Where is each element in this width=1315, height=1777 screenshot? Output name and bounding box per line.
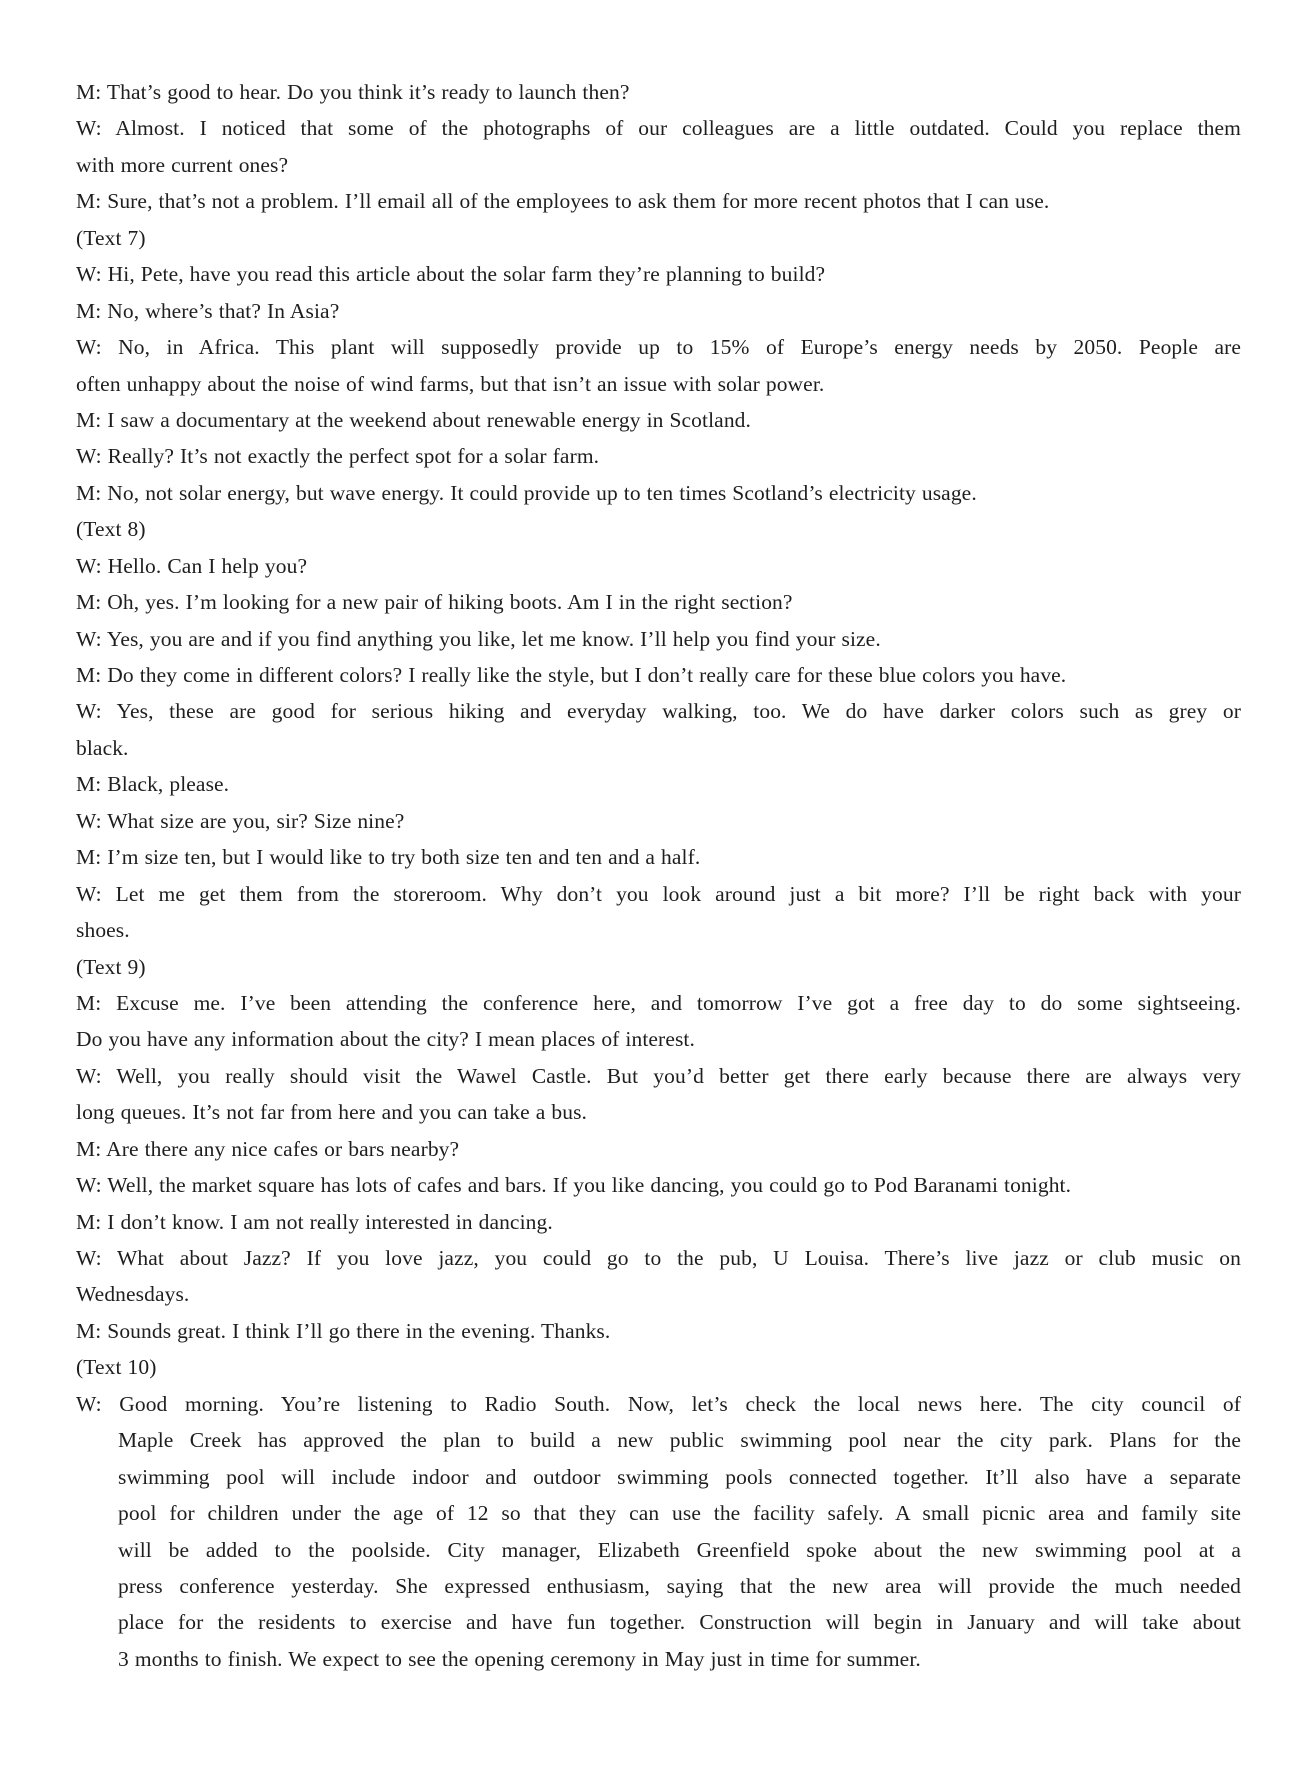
transcript-lines [76,74,1241,1677]
transcript-line: W: What size are you, sir? Size nine? [76,808,405,833]
transcript-line: M: Sounds great. I think I’ll go there in the evening. Thanks. [76,1318,611,1343]
transcript-line: M: That’s good to hear. Do you think it’s ready to launch then? [76,80,630,104]
transcript-line: M: Sure, that’s not a problem. I’ll email all of the employees to ask them for more recent photos that I can use. [76,189,1050,214]
transcript-line: M: Do they come in different colors? I really like the style, but I don’t really care for these blue colors you have. [76,663,1067,687]
transcript-line: (Text 9) [76,954,146,979]
transcript-line: W: Well, the market square has lots of cafes and bars. If you like dancing, you could go to Pod Baranami tonight. [76,1173,1072,1198]
transcript-line: M: I saw a documentary at the weekend about renewable energy in Scotland. [76,407,751,432]
transcript-line: M: Are there any nice cafes or bars nearby? [76,1136,460,1161]
transcript-line: press conference yesterday. She expressed enthusiasm, saying that the new area will provide the much needed [118,1573,1241,1598]
transcript-line: 3 months to finish. We expect to see the opening ceremony in May just in time for summer. [118,1646,921,1671]
transcript-line: M: I don’t know. I am not really interested in dancing. [76,1209,553,1234]
transcript-line: W: Really? It’s not exactly the perfect spot for a solar farm. [76,444,600,469]
transcript-line: W: Yes, these are good for serious hiking and everyday walking, too. We do have darker colors such as grey or [76,699,1241,724]
transcript-line: often unhappy about the noise of wind farms, but that isn’t an issue with solar power. [76,371,825,396]
transcript-line: M: No, where’s that? In Asia? [76,298,340,323]
transcript-line: (Text 7) [76,225,146,250]
transcript-line: will be added to the poolside. City manager, Elizabeth Greenfield spoke about the new swimming pool at a [118,1537,1241,1562]
transcript-line: pool for children under the age of 12 so that they can use the facility safely. A small picnic area and family site [118,1501,1241,1526]
transcript-line: W: Almost. I noticed that some of the photographs of our colleagues are a little outdated. Could you replace them [76,116,1241,141]
transcript-line: M: No, not solar energy, but wave energy. It could provide up to ten times Scotland’s electricity usage. [76,480,977,505]
transcript-line: long queues. It’s not far from here and you can take a bus. [76,1100,588,1125]
transcript-line: W: What about Jazz? If you love jazz, you could go to the pub, U Louisa. There’s live jazz or club music on [76,1246,1241,1270]
transcript-line: black. [76,735,129,760]
transcript-line: W: No, in Africa. This plant will supposedly provide up to 15% of Europe’s energy needs by 2050. People are [76,335,1241,360]
transcript-line: W: Yes, you are and if you find anything you like, let me know. I’ll help you find your size. [76,626,881,651]
transcript-line: M: Oh, yes. I’m looking for a new pair of hiking boots. Am I in the right section? [76,590,793,615]
transcript-line: shoes. [76,918,130,943]
transcript-line: place for the residents to exercise and have fun together. Construction will begin in January and will take about [118,1610,1241,1635]
transcript-line: W: Hi, Pete, have you read this article about the solar farm they’re planning to build? [76,262,826,287]
transcript-line: M: Excuse me. I’ve been attending the conference here, and tomorrow I’ve got a free day to do some sightseeing. [76,990,1241,1015]
transcript-line: Wednesdays. [76,1282,190,1307]
transcript-line: (Text 8) [76,517,146,542]
transcript-line: W: Good morning. You’re listening to Radio South. Now, let’s check the local news here. The city council of [76,1391,1241,1416]
transcript-line: M: I’m size ten, but I would like to try both size ten and ten and a half. [76,845,701,870]
transcript-line: W: Hello. Can I help you? [76,553,308,578]
transcript-line: W: Well, you really should visit the Wawel Castle. But you’d better get there early because there are always very [76,1063,1241,1088]
transcript-line: swimming pool will include indoor and outdoor swimming pools connected together. It’ll also have a separate [118,1464,1241,1489]
transcript-line: M: Black, please. [76,772,230,797]
transcript-line: Do you have any information about the city? I mean places of interest. [76,1027,695,1052]
transcript-line: with more current ones? [76,152,289,177]
transcript-line: Maple Creek has approved the plan to build a new public swimming pool near the city park. Plans for the [118,1428,1241,1453]
transcript-line: (Text 10) [76,1355,157,1380]
transcript-line: W: Let me get them from the storeroom. Why don’t you look around just a bit more? I’ll be right back with your [76,881,1241,906]
